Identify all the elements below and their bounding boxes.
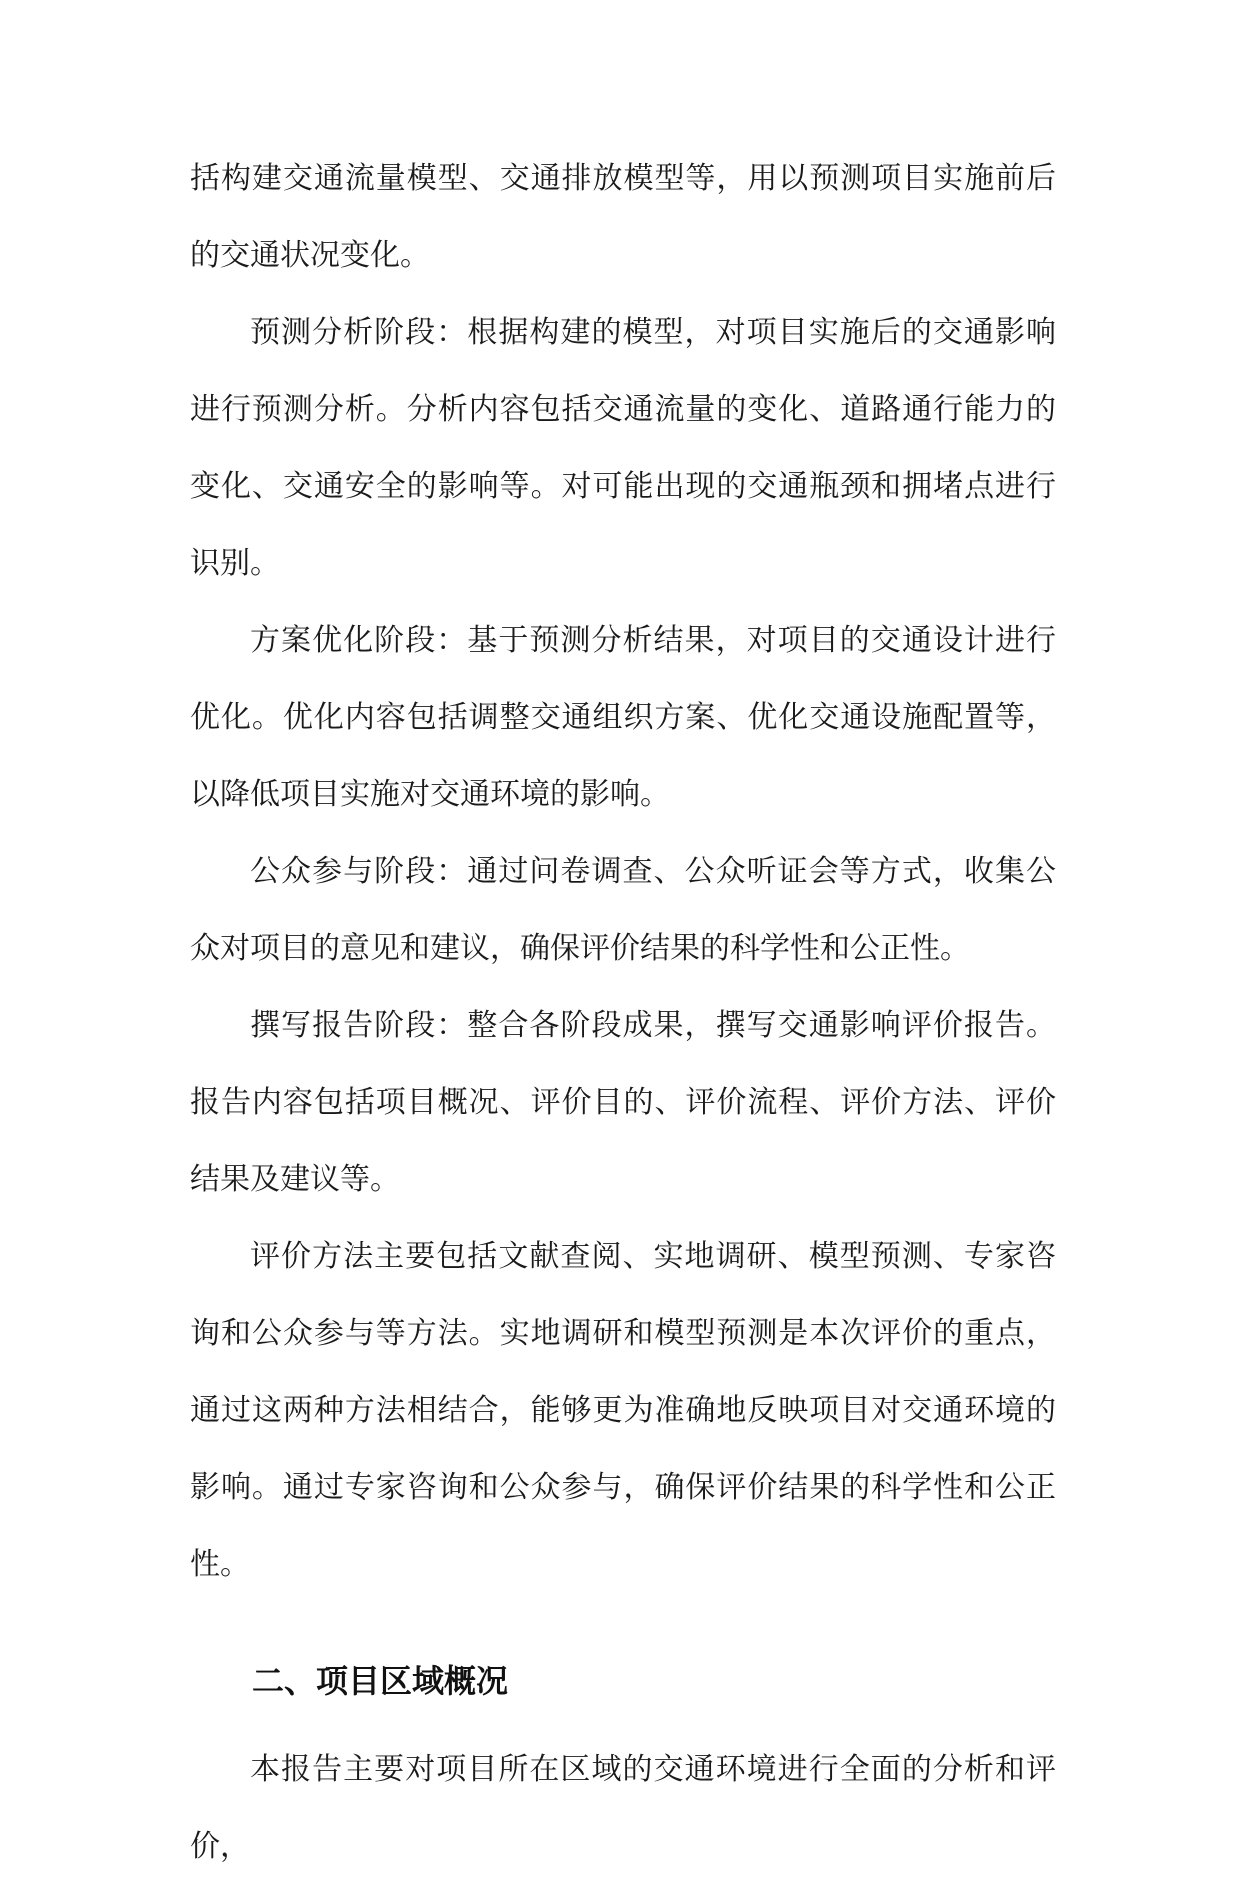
paragraph-public-participation: 公众参与阶段：通过问卷调查、公众听证会等方式，收集公众对项目的意见和建议，确保评价结果的科学性和公正性。 bbox=[190, 854, 1056, 966]
paragraph-evaluation-methods: 评价方法主要包括文献查阅、实地调研、模型预测、专家咨询和公众参与等方法。实地调研和模型预测是本次评价的重点，通过这两种方法相结合，能够更为准确地反映项目对交通环境的影响。通过专家咨询和公众参与，确保评价结果的科学性和公正性。 bbox=[190, 1239, 1056, 1582]
paragraph-section-intro: 本报告主要对项目所在区域的交通环境进行全面的分析和评价， bbox=[190, 1752, 1056, 1864]
paragraph-report-writing: 撰写报告阶段：整合各阶段成果，撰写交通影响评价报告。报告内容包括项目概况、评价目的、评价流程、评价方法、评价结果及建议等。 bbox=[190, 1008, 1056, 1197]
section-heading: 二、项目区域概况 bbox=[252, 1662, 509, 1700]
document-body bbox=[190, 140, 1056, 1885]
paragraph-prediction-analysis: 预测分析阶段：根据构建的模型，对项目实施后的交通影响进行预测分析。分析内容包括交通流量的变化、道路通行能力的变化、交通安全的影响等。对可能出现的交通瓶颈和拥堵点进行识别。 bbox=[190, 315, 1056, 581]
paragraph-continuation: 括构建交通流量模型、交通排放模型等，用以预测项目实施前后的交通状况变化。 bbox=[190, 161, 1056, 273]
paragraph-plan-optimization: 方案优化阶段：基于预测分析结果，对项目的交通设计进行优化。优化内容包括调整交通组织方案、优化交通设施配置等，以降低项目实施对交通环境的影响。 bbox=[190, 623, 1056, 812]
